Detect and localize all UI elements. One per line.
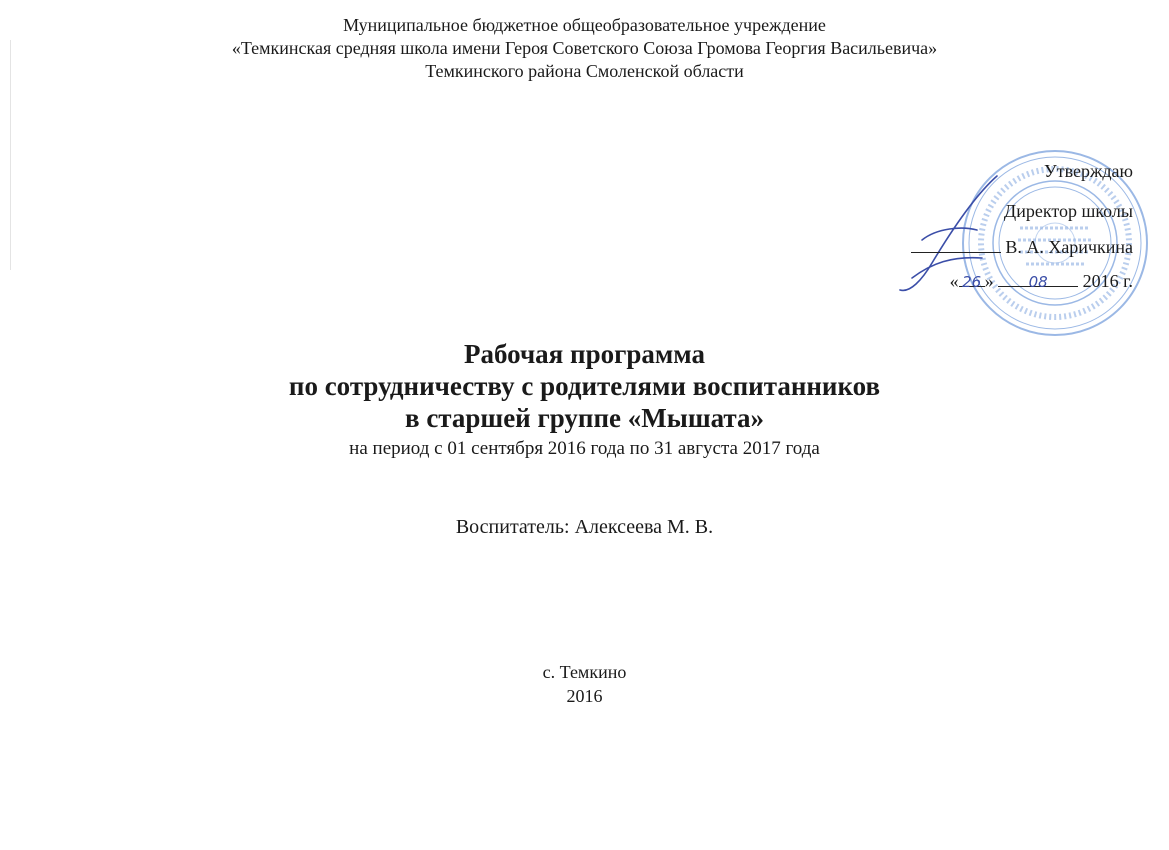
institution-line-1: Муниципальное бюджетное общеобразовательное учреждение: [343, 15, 826, 35]
footer-year: 2016: [566, 686, 603, 706]
footer-place: с. Темкино: [542, 662, 627, 682]
title-line-2: по сотрудничеству с родителями воспитанников: [288, 371, 881, 401]
teacher-name: Воспитатель: Алексеева М. В.: [455, 516, 714, 538]
director-position: Директор школы: [1003, 201, 1133, 221]
director-name-line: [833, 234, 1133, 260]
institution-line-2: «Темкинская средняя школа имени Героя Советского Союза Громова Георгия Васильевича»: [231, 38, 938, 58]
director-name: В. А. Харичкина: [1005, 237, 1133, 257]
title-line-3: в старшей группе «Мышата»: [404, 403, 765, 433]
institution-line-3: Темкинского района Смоленской области: [425, 61, 744, 81]
approval-date-line: [833, 268, 1133, 294]
title-line-1: Рабочая программа: [464, 339, 705, 369]
institution-header: [0, 14, 1169, 83]
approval-day: 26: [962, 273, 982, 291]
approve-heading: Утверждаю: [1043, 161, 1133, 181]
program-period: на период с 01 сентября 2016 года по 31 августа 2017 года: [349, 438, 820, 459]
date-quote-close: »: [984, 271, 994, 291]
approval-year: 2016 г.: [1082, 271, 1133, 291]
date-quote-open: «: [949, 271, 959, 291]
approval-block: [833, 158, 1133, 294]
approval-month: 08: [1028, 273, 1048, 291]
footer-block: [0, 660, 1169, 708]
document-title-block: [0, 338, 1169, 462]
